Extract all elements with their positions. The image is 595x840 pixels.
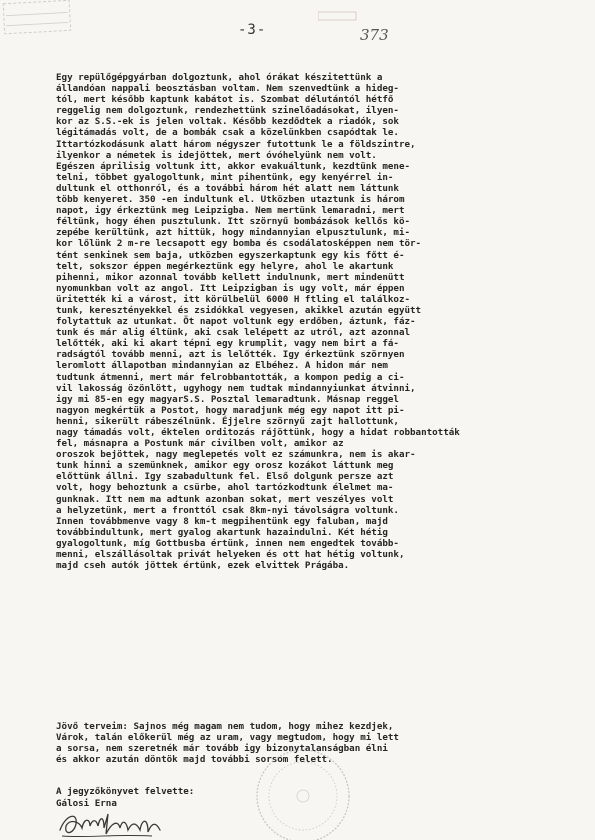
body-text-line: tunk, keresztényekkel és zsidókkal vegyesen, akikkel azután együtt — [56, 304, 422, 316]
recorder-block — [56, 786, 194, 809]
future-plans-line: Jövő terveim: Sajnos még magam nem tudom, hogy mihez kezdjek, — [56, 721, 394, 732]
body-text-line: leromlott állapotban mindannyian az Elbéhez. A hidon már nem — [56, 360, 388, 372]
body-text-line: tól, mert később kaptunk kabátot is. Szombat délutántól hétfő — [56, 94, 394, 106]
page-number: -3- — [238, 22, 267, 38]
body-text-line: dultunk el otthonról, és a további három hét alatt nem láttunk — [56, 182, 399, 194]
corner-stamp — [1, 0, 75, 38]
body-text-line: a helyzetünk, mert a fronttól csak 8km-nyi távolságra voltunk. — [56, 504, 399, 516]
body-text-line: henni, sikerült rábeszélnünk. Éjjelre szörnyű zajt hallottunk, — [56, 415, 399, 427]
body-text-line: kor az S.S.-ek is jelen voltak. Később kezdődtek a riadók, sok — [56, 116, 399, 128]
body-text-line: vil lakosság özönlött, ugyhogy nem tudtak mindannyiunkat átvinni, — [56, 382, 416, 394]
body-text-line: igy mi 85-en egy magyarS.S. Posztal lemaradtunk. Másnap reggel — [56, 393, 399, 405]
body-text-line: zepébe kerültünk, azt hittük, hogy mindannyian elpusztulunk, mi- — [56, 227, 411, 239]
body-text-line: továbbindultunk, mert gyalog akartunk hazaindulni. Két hétig — [56, 526, 388, 538]
body-text-line: kor lőlünk 2 m-re lecsapott egy bomba és csodálatosképpen nem tör- — [56, 238, 422, 250]
future-plans-line: a sorsa, nem szeretnék már tovább igy bizonytalanságban élni — [56, 743, 388, 755]
handwritten-signature — [56, 808, 176, 840]
body-text-line: napot, igy érkeztünk meg Leipzigba. Nem mertünk lemaradni, mert — [56, 205, 405, 217]
body-text-line: légitámadás volt, de a bombák csak a közelünkben csapódtak le. — [56, 127, 399, 139]
body-text-line: nagyon megkértük a Postot, hogy maradjunk még egy napot itt pi- — [56, 404, 405, 416]
testimony-body — [56, 72, 546, 571]
corner-stamp-graphic — [1, 0, 75, 38]
body-text-line: lelőtték, aki ki akart tépni egy krumplit, vagy nem birt a fá- — [56, 338, 399, 350]
future-plans-line: Várok, talán előkerül még az uram, vagy megtudom, hogy mi lett — [56, 732, 399, 744]
body-text-line: volt, hogy behoztunk a csürbe, ahol tartózkodtunk élelmet ma- — [56, 482, 394, 494]
body-text-line: Innen továbbmenve vagy 8 km-t megpihentünk egy faluban, majd — [56, 515, 388, 527]
body-text-line: Ittartózkodásunk alatt három négyszer futottunk le a földszintre, — [56, 138, 416, 150]
body-text-line: előttünk állni. Igy szabadultunk fel. Első dolgunk persze azt — [56, 471, 394, 483]
body-text-line: oroszok bejöttek, nagy meglepetés volt ez számunkra, nem is akar- — [56, 449, 416, 461]
body-text-line: fel, másnapra a Postunk már civilben volt, amikor az — [56, 438, 344, 450]
body-text-line: tudtunk átmenni, mert már felrobbantották, a kompon pedig a ci- — [56, 371, 405, 383]
body-text-line: nyomunkban volt az angol. Itt Leipzigban is ugy volt, már éppen — [56, 282, 405, 294]
body-text-line: majd cseh autók jöttek értünk, ezek elvittek Prágába. — [56, 560, 350, 572]
body-text-line: ilyenkor a németek is idejöttek, mert óvóhelyünk nem volt. — [56, 149, 377, 161]
body-text-line: Egy repülőgépgyárban dolgoztunk, ahol órákat készitettünk a — [56, 72, 383, 83]
body-text-line: tént senkinek sem baja, utközben egyszerkaptunk egy kis főtt é- — [56, 249, 405, 261]
recorder-label: A jegyzőkönyvet felvette: — [56, 786, 195, 797]
body-text-line: tunk hinni a szemünknek, amikor egy orosz kozákot láttunk meg — [56, 460, 394, 472]
round-stamp-graphic — [245, 738, 361, 840]
body-text-line: gyalogoltunk, míg Gottbusba értünk, innen nem engedtek tovább- — [56, 537, 399, 549]
body-text-line: féltünk, hogy éhen pusztulunk. Itt szörnyű bombázások kellős kö- — [56, 216, 411, 228]
body-text-line: pihenni, mikor azonnal tovább kellett indulnunk, mert mindenütt — [56, 271, 405, 283]
body-text-line: üritették ki a várost, itt körülbelül 6000 H ftling el találkoz- — [56, 293, 411, 305]
future-plans-line: és akkor azután döntök majd további sorsom felett. — [56, 754, 333, 766]
body-text-line: telt, sokszor éppen megérkeztünk egy helyre, ahol le akartunk — [56, 260, 394, 272]
body-text-line: reggelig nem dolgoztunk, rendezhettünk szinelőadásokat, ilyen- — [56, 105, 399, 117]
body-text-line: Egészen áprilisig voltunk itt, akkor evakuáltunk, kezdtünk mene- — [56, 160, 411, 172]
recorder-name: Gálosi Erna — [56, 797, 117, 809]
body-text-line: folytattuk az utunkat. Öt napot voltunk egy erdőben, áztunk, fáz- — [56, 316, 416, 328]
body-text-line: több kenyeret. 350 -en indultunk el. Utközben utaztunk is három — [56, 194, 405, 206]
body-text-line: gunknak. Itt nem ma adtunk azonban sokat, mert veszélyes volt — [56, 493, 394, 505]
handwritten-page-number: 373 — [360, 26, 389, 44]
body-text-line: állandóan nappali beosztásban voltam. Nem szenvedtünk a hideg- — [56, 83, 399, 95]
body-text-line: nagy támadás volt, éktelen orditozás rájöttünk, hogy a hidat robbantották — [56, 427, 460, 438]
body-text-line: tunk és már alig éltünk, aki csak lelépett az utról, azt azonnal — [56, 327, 411, 339]
body-text-line: telni, többet gyalogoltunk, mint pihentünk, egy kenyérrel in- — [56, 171, 394, 183]
signature-graphic — [56, 808, 176, 840]
round-stamp — [245, 738, 361, 840]
faded-header-mark — [318, 10, 358, 24]
body-text-line: radságtól tovább menni, azt is lelőtték. Igy érkeztünk szörnyen — [56, 349, 405, 361]
body-text-line: menni, elszállásoltak privát helyeken és ott hat hétig voltunk, — [56, 549, 405, 561]
